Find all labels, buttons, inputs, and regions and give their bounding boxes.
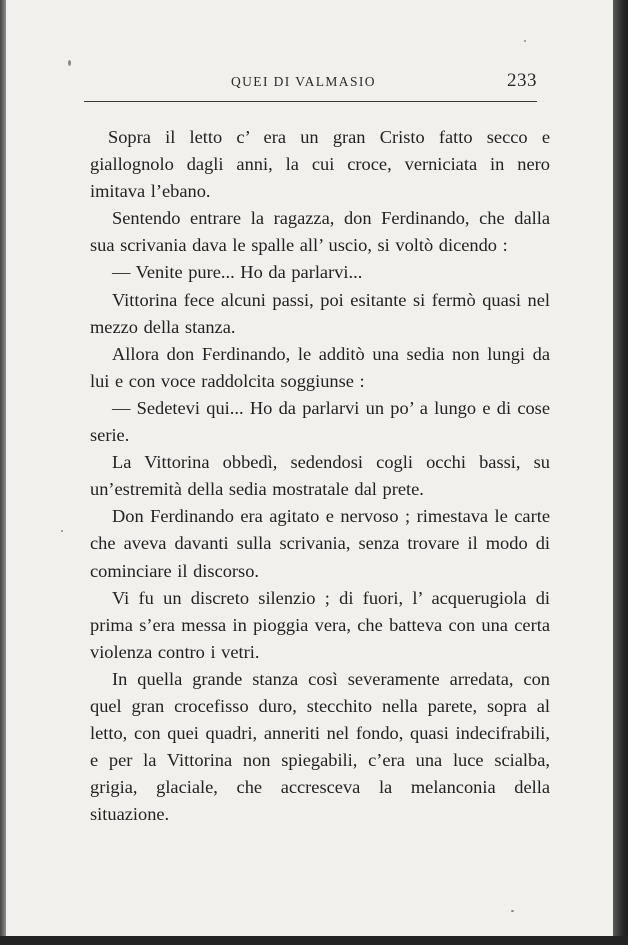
paper-speck (61, 530, 63, 532)
paragraph: Allora don Ferdinando, le additò una sedia non lungi da lui e con voce raddolcita soggiunse : (90, 343, 550, 391)
paragraph: Sopra il letto c’ era un gran Cristo fatto secco e giallognolo dagli anni, la cui croce, verniciata in nero imitava l’ebano. (90, 127, 550, 202)
dialogue-line: — Venite pure... Ho da parlarvi... (112, 262, 363, 283)
running-head (84, 72, 537, 94)
dialogue-line: — Sedetevi qui... Ho da parlarvi un po’ a lungo e di cose serie. (90, 397, 550, 446)
paragraph: Don Ferdinando era agitato e nervoso ; rimestava le carte che aveva davanti sulla scrivania, senza trovare il modo di cominciare il discorso. (90, 506, 550, 581)
paper-speck (511, 910, 514, 912)
page-bottom-edge (0, 936, 628, 945)
page-right-edge (613, 0, 628, 945)
paragraph: Vittorina fece alcuni passi, poi esitante si fermò quasi nel mezzo della stanza. (90, 289, 550, 337)
header-rule (84, 101, 537, 102)
running-title: QUEI DI VALMASIO (231, 74, 376, 89)
paragraph: Vi fu un discreto silenzio ; di fuori, l’ acquerugiola di prima s’era messa in pioggia vera, che batteva con una certa violenza contro i vetri. (90, 587, 550, 662)
body-text (90, 124, 550, 828)
page-number: 233 (507, 70, 537, 91)
paragraph: In quella grande stanza così severamente arredata, con quel gran crocefisso duro, stecchito nella parete, sopra al letto, con quei quadri, anneriti nel fondo, quasi indecifrabili, e per la Vittorina non spiegabili, c’era una luce scialba, grigia, glaciale, che accresceva la melanconia della situazione. (90, 668, 550, 825)
paper-speck (524, 40, 526, 42)
paper-speck (68, 60, 71, 66)
paragraph: La Vittorina obbedì, sedendosi cogli occhi bassi, su un’estremità della sedia mostratale dal prete. (90, 452, 550, 500)
paragraph: Sentendo entrare la ragazza, don Ferdinando, che dalla sua scrivania dava le spalle all’ uscio, si voltò dicendo : (90, 208, 550, 256)
